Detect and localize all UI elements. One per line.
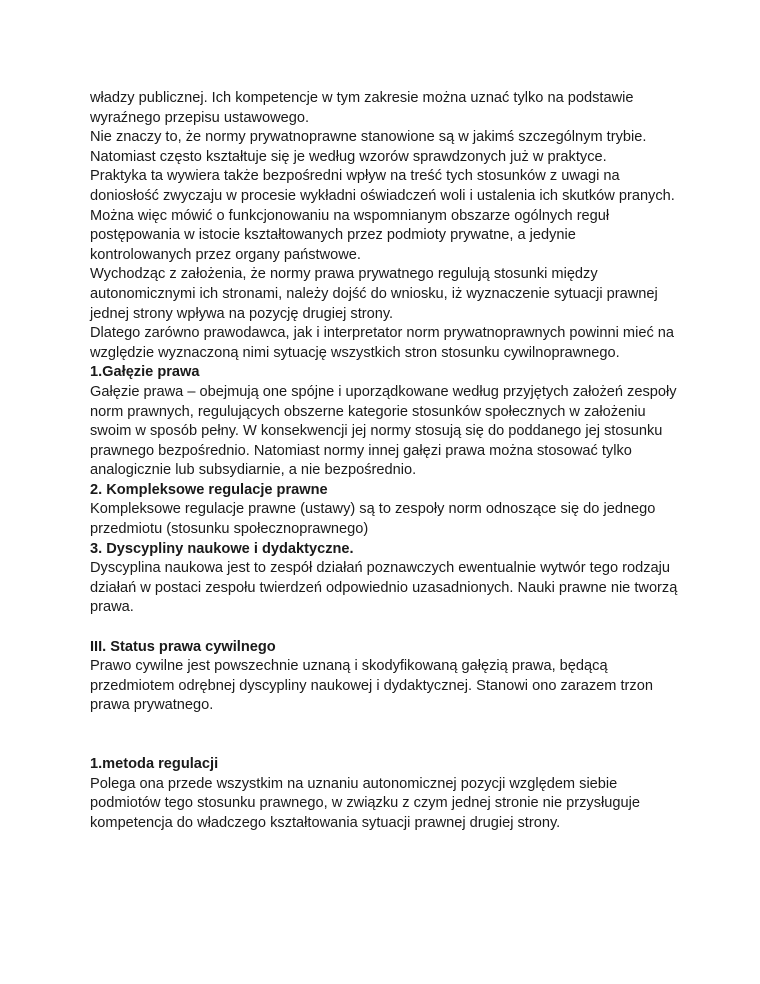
spacer bbox=[90, 716, 680, 755]
paragraph-complex-regulations: Kompleksowe regulacje prawne (ustawy) są to zespoły norm odnoszące się do jednego przedmiotu (stosunku społecznoprawnego) bbox=[90, 501, 656, 538]
paragraph-public-authority: władzy publicznej. Ich kompetencje w tym zakresie można uznać tylko na podstawie wyraźnego przepisu ustawowego. bbox=[90, 90, 634, 126]
paragraph-general-rules: Można więc mówić o funkcjonowaniu na wspomnianym obszarze ogólnych reguł postępowania w istocie kształtowanych przez podmioty prywatne, a jedynie kontrolowanych przez organy państwowe. bbox=[90, 207, 610, 263]
heading-civil-law-status: III. Status prawa cywilnego bbox=[90, 638, 276, 655]
heading-regulation-method: 1.metoda regulacji bbox=[90, 756, 219, 773]
paragraph-civil-law-status: Prawo cywilne jest powszechnie uznaną i skodyfikowaną gałęzią prawa, będącą przedmiotem odrębnej dyscypliny naukowej i dydaktycznej. Stanowi ono zarazem trzon prawa prywatnego. bbox=[90, 658, 653, 714]
paragraph-regulation-method: Polega ona przede wszystkim na uznaniu autonomicznej pozycji względem siebie podmiotów tego stosunku prawnego, w związku z czym jednej stronie nie przysługuje kompetencja do władczego kształtowania sytuacji prawnej drugiej strony. bbox=[90, 775, 640, 831]
paragraph-autonomous-parties: Wychodząc z założenia, że normy prawa prywatnego regulują stosunki między autonomicznymi ich stronami, należy dojść do wniosku, iż wyznaczenie sytuacji prawnej jednej strony wpływa na pozycję drugiej strony. bbox=[90, 266, 658, 322]
paragraph-disciplines: Dyscyplina naukowa jest to zespół działań poznawczych ewentualnie wytwór tego rodzaju działań w postaci zespołu twierdzeń odpowiednio uzasadnionych. Nauki prawne nie tworzą prawa. bbox=[90, 560, 678, 616]
paragraph-legislator: Dlatego zarówno prawodawca, jak i interpretator norm prywatnoprawnych powinni mieć na względzie wyznaczoną nimi sytuację wszystkich stron stosunku cywilnoprawnego. bbox=[90, 325, 675, 361]
paragraph-practice: Praktyka ta wywiera także bezpośredni wpływ na treść tych stosunków z uwagi na doniosłość zwyczaju w procesie wykładni oświadczeń woli i ustalenia ich skutków pranych. bbox=[90, 168, 675, 204]
spacer bbox=[90, 618, 680, 638]
heading-complex-regulations: 2. Kompleksowe regulacje prawne bbox=[90, 481, 328, 498]
paragraph-branches-of-law: Gałęzie prawa – obejmują one spójne i uporządkowane według przyjętych założeń zespoły norm prawnych, regulujących obszerne kategorie stosunków społecznych w założeniu swoim w sposób pełny. W konsekwencji jej normy stosują się do poddanego jej stosunku prawnego bezpośrednio. Natomiast normy innej gałęzi prawa można stosować tylko analogicznie lub subsydiarnie, a nie bezpośrednio. bbox=[90, 383, 677, 479]
paragraph-private-norms: Nie znaczy to, że normy prywatnoprawne stanowione są w jakimś szczególnym trybie. Natomiast często kształtuje się je według wzorów sprawdzonych już w praktyce. bbox=[90, 129, 647, 165]
document-page bbox=[90, 89, 680, 834]
heading-branches-of-law: 1.Gałęzie prawa bbox=[90, 364, 200, 381]
heading-disciplines: 3. Dyscypliny naukowe i dydaktyczne. bbox=[90, 540, 354, 557]
